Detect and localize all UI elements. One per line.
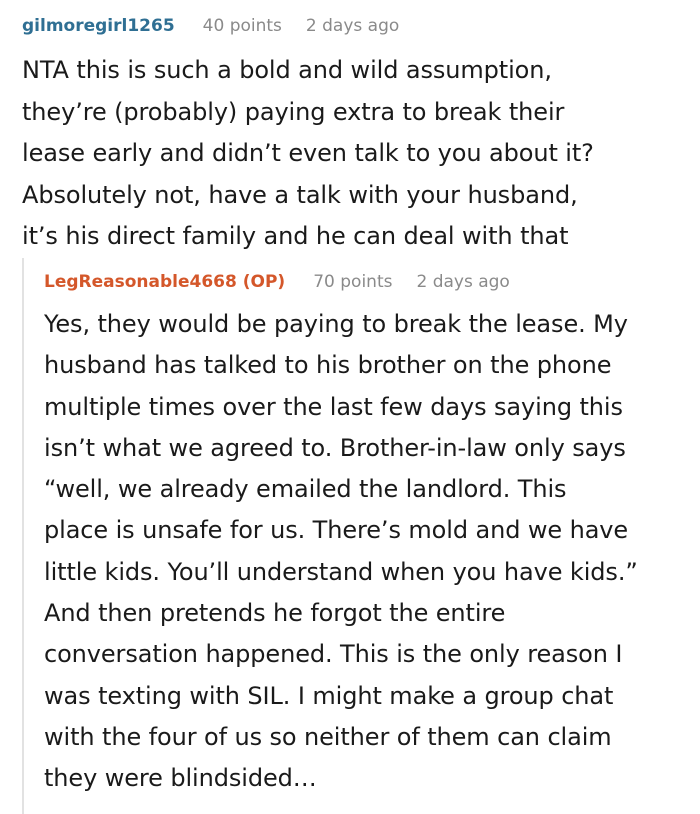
- reply-line: conversation happened. This is the only reason I: [44, 640, 623, 669]
- comment-points: 40 points: [202, 16, 282, 36]
- reply-body: [44, 304, 700, 800]
- reply-line: was texting with SIL. I might make a group chat: [44, 681, 614, 710]
- reply-line: place is unsafe for us. There’s mold and we have: [44, 516, 629, 545]
- reply-line: “well, we already emailed the landlord. This: [44, 475, 567, 504]
- comment-meta: [22, 16, 692, 46]
- reply-timestamp[interactable]: 2 days ago: [416, 272, 510, 292]
- comment-line: it’s his direct family and he can deal with that: [22, 222, 569, 250]
- reply-comment: [44, 258, 700, 800]
- comment-body: [22, 50, 692, 258]
- reply-line: isn’t what we agreed to. Brother-in-law only says: [44, 433, 626, 462]
- reply-line: Yes, they would be paying to break the lease. My: [44, 310, 628, 338]
- reply-line: they were blindsided…: [44, 764, 317, 793]
- reply-line: little kids. You’ll understand when you have kids.”: [44, 557, 638, 586]
- reply-line: husband has talked to his brother on the phone: [44, 351, 612, 380]
- comment-line: Absolutely not, have a talk with your husband,: [22, 180, 578, 209]
- reply-meta: [44, 272, 700, 302]
- reply-username[interactable]: LegReasonable4668 (OP): [44, 272, 286, 292]
- reply-thread: [22, 258, 700, 814]
- comment-timestamp[interactable]: 2 days ago: [305, 16, 400, 36]
- reply-points: 70 points: [313, 272, 393, 292]
- reply-line: multiple times over the last few days saying this: [44, 392, 623, 421]
- comment-line: they’re (probably) paying extra to break their: [22, 97, 565, 126]
- comment-line: lease early and didn’t even talk to you about it?: [22, 139, 594, 167]
- reply-line: And then pretends he forgot the entire: [44, 599, 506, 628]
- comment: [22, 16, 692, 258]
- comment-line: NTA this is such a bold and wild assumption,: [22, 56, 552, 84]
- reply-line: with the four of us so neither of them can claim: [44, 722, 612, 751]
- comment-username[interactable]: gilmoregirl1265: [22, 16, 175, 36]
